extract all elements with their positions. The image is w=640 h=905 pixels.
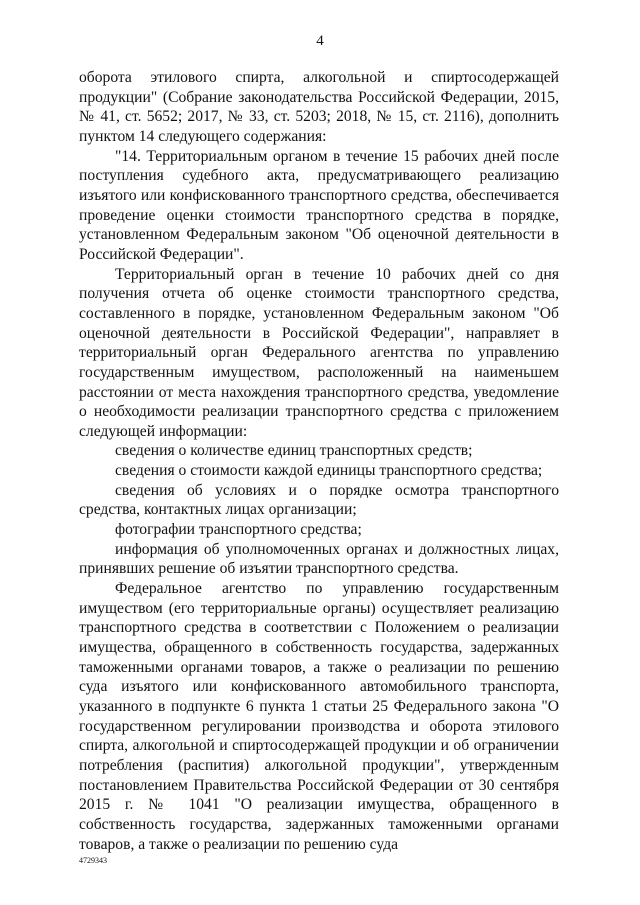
- paragraph: фотографии транспортного средства;: [115, 521, 362, 539]
- paragraph: сведения о количестве единиц транспортных средств;: [115, 442, 473, 460]
- document-body: [79, 68, 559, 854]
- paragraph: информация об уполномоченных органах и должностных лицах, принявших решение об изъятии транспортного средства.: [79, 540, 559, 578]
- paragraph: "14. Территориальным органом в течение 15 рабочих дней после поступления судебного акта, предусматривающего реализацию изъятого или конфискованного транспортного средства, обеспечивается проведение оценки стоимости транспортного средства в порядке, установленном Федеральным законом "Об оценочной деятельности в Российской Федерации".: [79, 147, 559, 263]
- paragraph: сведения об условиях и о порядке осмотра транспортного средства, контактных лицах организации;: [79, 481, 559, 519]
- paragraph: Федеральное агентство по управлению государственным имуществом (его территориальные органы) осуществляет реализацию транспортного средства в соответствии с Положением о реализации имущества, обращенного в собственность государства, задержанных таможенными органами товаров, а также о реализации по решению суда изъятого или конфискованного автомобильного транспорта, указанного в подпункте 6 пункта 1 статьи 25 Федерального закона "О государственном регулировании производства и оборота этилового спирта, алкогольной и спиртосодержащей продукции и об ограничении потребления (распития) алкогольной продукции", утвержденным постановлением Правительства Российской Федерации от 30 сентября 2015 г. № 1041 "О реализации имущества, обращенного в собственность государства, задержанных таможенными органами товаров, а также о реализации по решению суда: [79, 580, 559, 853]
- paragraph: Территориальный орган в течение 10 рабочих дней со дня получения отчета об оценке стоимости транспортного средства, составленного в порядке, установленном Федеральным законом "Об оценочной деятельности в Российской Федерации", направляет в территориальный орган Федерального агентства по управлению государственным имуществом, расположенный на наименьшем расстоянии от места нахождения транспортного средства, уведомление о необходимости реализации транспортного средства с приложением следующей информации:: [79, 265, 559, 440]
- paragraph: сведения о стоимости каждой единицы транспортного средства;: [115, 462, 543, 480]
- footer-code: 4729343: [79, 856, 107, 865]
- page-number: 4: [316, 33, 324, 49]
- paragraph: оборота этилового спирта, алкогольной и спиртосодержащей продукции" (Собрание законодательства Российской Федерации, 2015, № 41, ст. 5652; 2017, № 33, ст. 5203; 2018, № 15, ст. 2116), дополнить пунктом 14 следующего содержания:: [79, 69, 559, 145]
